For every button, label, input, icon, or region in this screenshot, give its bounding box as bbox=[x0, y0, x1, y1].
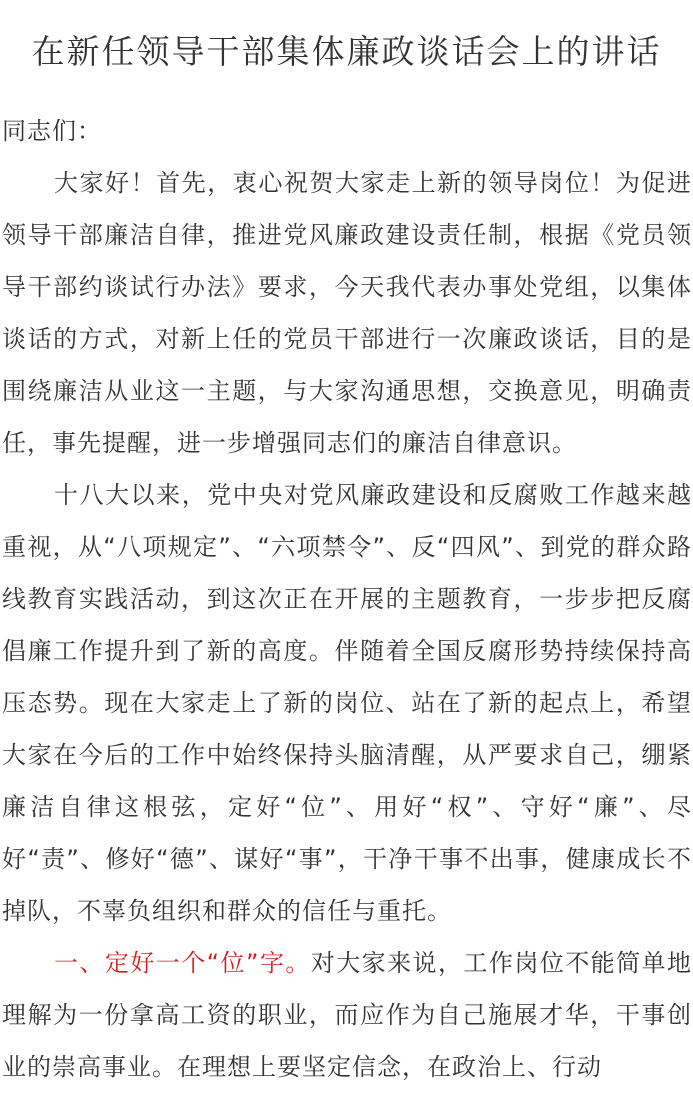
paragraph-2: 十八大以来，党中央对党风廉政建设和反腐败工作越来越重视，从“八项规定”、“六项禁令”、反“四风”、到党的群众路线教育实践活动，到这次正在开展的主题教育，一步步把反腐倡廉工作提升到了新的高度。伴随着全国反腐形势持续保持高压态势。现在大家走上了新的岗位、站在了新的起点上，希望大家在今后的工作中始终保持头脑清醒，从严要求自己，绷紧廉洁自律这根弦，定好“位”、用好“权”、守好“廉”、尽好“责”、修好“德”、谋好“事”，干净干事不出事，健康成长不掉队，不辜负组织和群众的信任与重托。 bbox=[2, 481, 692, 925]
paragraph-3-text: 对大家来说，工作岗位不能简单地理解为一份拿高工资的职业，而应作为自己施展才华，干事创业的崇高事业。在理想上要坚定信念，在政治上、行动 bbox=[2, 949, 692, 1081]
document-title: 在新任领导干部集体廉政谈话会上的讲话 bbox=[31, 32, 662, 71]
paragraph-1: 大家好！首先，衷心祝贺大家走上新的领导岗位！为促进领导干部廉洁自律，推进党风廉政建设责任制，根据《党员领导干部约谈试行办法》要求，今天我代表办事处党组，以集体谈话的方式，对新上任的党员干部进行一次廉政谈话，目的是围绕廉洁从业这一主题，与大家沟通思想，交换意见，明确责任，事先提醒，进一步增强同志们的廉洁自律意识。 bbox=[2, 169, 692, 457]
paragraph-3 bbox=[2, 937, 692, 1093]
document-body bbox=[2, 105, 692, 1093]
section-heading-1: 一、定好一个“位”字。 bbox=[54, 949, 311, 977]
salutation: 同志们： bbox=[2, 117, 102, 145]
